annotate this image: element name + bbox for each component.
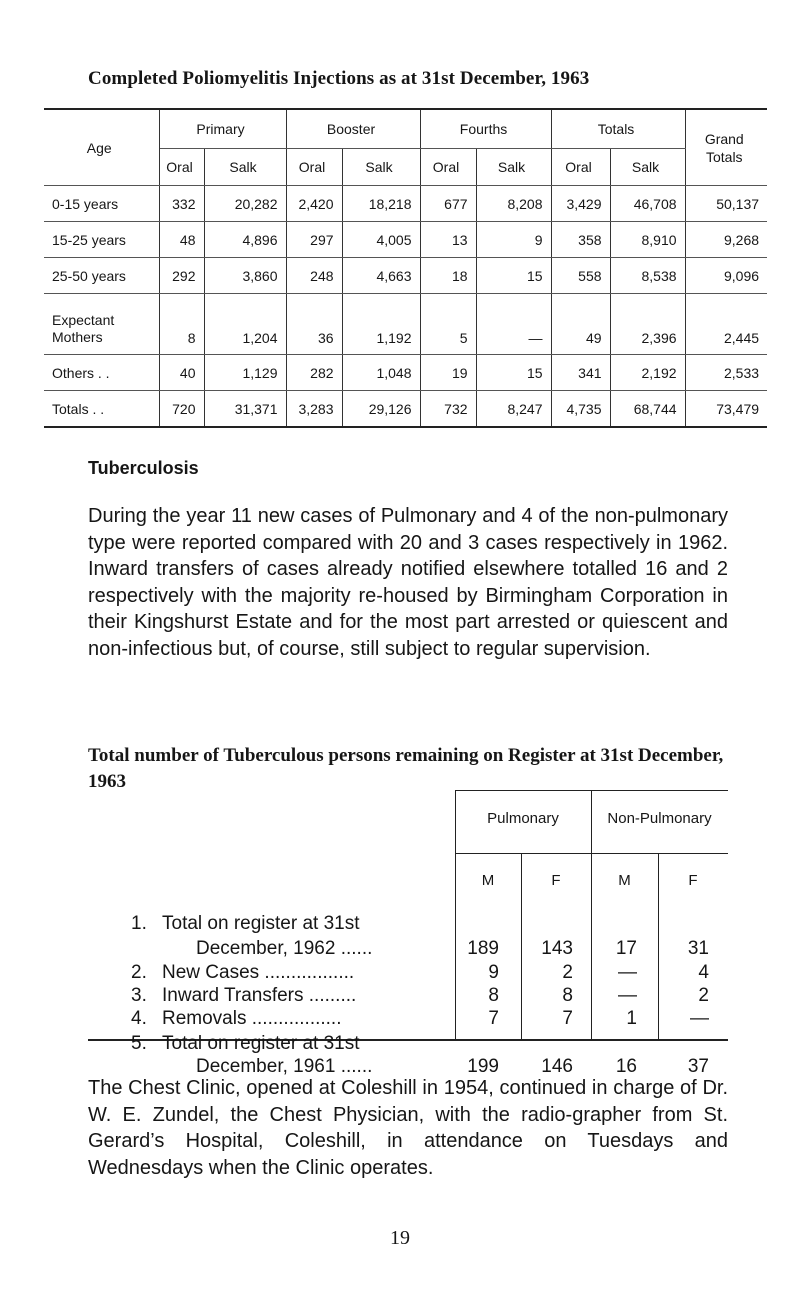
row-number: 2. bbox=[131, 962, 147, 983]
table-cell: 199 bbox=[467, 1056, 499, 1077]
column-divider bbox=[455, 790, 456, 1040]
table-cell: 8 bbox=[159, 294, 204, 355]
subheader-m: M bbox=[481, 872, 495, 889]
table-cell: 4,735 bbox=[551, 391, 610, 428]
row-label: Removals ................. bbox=[162, 1008, 342, 1029]
subheader-m: M bbox=[618, 872, 631, 889]
table-cell: 8 bbox=[562, 985, 573, 1006]
subheader-f: F bbox=[688, 872, 698, 889]
table-row bbox=[44, 294, 767, 355]
table-cell: 143 bbox=[541, 938, 573, 959]
page-number: 19 bbox=[390, 1227, 410, 1249]
row-number: 3. bbox=[131, 985, 147, 1006]
table-cell: 3,429 bbox=[551, 186, 610, 222]
table-cell: 2 bbox=[698, 985, 709, 1006]
row-label: 0-15 years bbox=[44, 186, 159, 222]
table-cell: 1,192 bbox=[342, 294, 420, 355]
table-cell: — bbox=[618, 985, 637, 1006]
table-cell: 13 bbox=[420, 222, 476, 258]
table-cell: — bbox=[690, 1008, 709, 1029]
group-header-booster: Booster bbox=[286, 109, 420, 149]
table-cell: 558 bbox=[551, 258, 610, 294]
table-cell: 15 bbox=[476, 355, 551, 391]
page-title: Completed Poliomyelitis Injections as at 31st December, 1963 bbox=[88, 68, 590, 89]
table-cell: 2,396 bbox=[610, 294, 685, 355]
table-cell: 46,708 bbox=[610, 186, 685, 222]
table-cell: 49 bbox=[551, 294, 610, 355]
table-cell: 16 bbox=[615, 1056, 637, 1077]
row-number: 4. bbox=[131, 1008, 147, 1029]
table-row bbox=[44, 258, 767, 294]
table-cell: 2,533 bbox=[685, 355, 767, 391]
table-cell: 31,371 bbox=[204, 391, 286, 428]
chest-clinic-paragraph: The Chest Clinic, opened at Coleshill in 1954, continued in charge of Dr. W. E. Zundel, the Chest Physician, with the radio-grapher from St. Gerard’s Hospital, Coleshill, in attendance on Tuesdays and Wednesdays when the Clinic operates. bbox=[88, 1077, 728, 1179]
table-cell: 9 bbox=[488, 962, 499, 983]
row-label: Expectant Mothers bbox=[44, 294, 159, 355]
table-cell: 5 bbox=[420, 294, 476, 355]
subheader-salk: Salk bbox=[342, 149, 420, 186]
group-header-totals: Totals bbox=[551, 109, 685, 149]
table-cell: 7 bbox=[562, 1008, 573, 1029]
row-label: New Cases ................. bbox=[162, 962, 355, 983]
subheader-salk: Salk bbox=[204, 149, 286, 186]
subheader-oral: Oral bbox=[420, 149, 476, 186]
table-cell: 15 bbox=[476, 258, 551, 294]
row-label: December, 1962 ...... bbox=[196, 938, 373, 959]
age-header: Age bbox=[44, 109, 159, 186]
group-header-non-pulmonary: Non-Pulmonary bbox=[607, 810, 712, 827]
table-cell: 29,126 bbox=[342, 391, 420, 428]
grand-totals-header: Grand Totals bbox=[685, 109, 767, 186]
table-cell: 332 bbox=[159, 186, 204, 222]
tuberculosis-paragraph: During the year 11 new cases of Pulmonary and 4 of the non-pulmonary type were reported compared with 20 and 3 cases respectively in 1962. Inward transfers of cases already notified elsewhere totalled 16 and 2 respectively with the majority re-housed by Birmingham Corporation in their Kingshurst Estate and for the most part arrested or quiescent and non-infectious but, of course, still subject to regular supervision. bbox=[88, 505, 728, 660]
table-cell: 68,744 bbox=[610, 391, 685, 428]
table-cell: 8,247 bbox=[476, 391, 551, 428]
table-cell: 36 bbox=[286, 294, 342, 355]
subheader-f: F bbox=[551, 872, 561, 889]
table-cell: 18,218 bbox=[342, 186, 420, 222]
table-cell: 1,129 bbox=[204, 355, 286, 391]
subheader-oral: Oral bbox=[551, 149, 610, 186]
table-cell: 358 bbox=[551, 222, 610, 258]
table-cell: 7 bbox=[488, 1008, 499, 1029]
tb-register-table bbox=[88, 790, 728, 1077]
table-row bbox=[44, 391, 767, 428]
table-row bbox=[44, 222, 767, 258]
table-cell: 3,860 bbox=[204, 258, 286, 294]
table-row bbox=[44, 186, 767, 222]
register-table-title: Total number of Tuberculous persons remaining on Register at 31st December, 1963 bbox=[88, 745, 724, 792]
table-cell: 4 bbox=[698, 962, 709, 983]
row-label: Others . . bbox=[44, 355, 159, 391]
table-cell: 9,096 bbox=[685, 258, 767, 294]
row-number: 5. bbox=[131, 1033, 147, 1054]
column-divider bbox=[591, 790, 592, 1040]
table-cell: 9,268 bbox=[685, 222, 767, 258]
subheader-salk: Salk bbox=[610, 149, 685, 186]
table-cell: 48 bbox=[159, 222, 204, 258]
row-label: 25-50 years bbox=[44, 258, 159, 294]
table-cell: 1 bbox=[626, 1008, 637, 1029]
table-cell: 18 bbox=[420, 258, 476, 294]
row-label: December, 1961 ...... bbox=[196, 1056, 373, 1077]
table-cell: 31 bbox=[687, 938, 709, 959]
table-cell: 2 bbox=[562, 962, 573, 983]
group-header-fourths: Fourths bbox=[420, 109, 551, 149]
table-cell: 20,282 bbox=[204, 186, 286, 222]
row-number: 1. bbox=[131, 913, 147, 934]
row-label: Totals . . bbox=[44, 391, 159, 428]
table-cell: 1,204 bbox=[204, 294, 286, 355]
table-cell: 8,538 bbox=[610, 258, 685, 294]
table-cell: 37 bbox=[687, 1056, 709, 1077]
table-cell: 8,910 bbox=[610, 222, 685, 258]
table-cell: 189 bbox=[467, 938, 499, 959]
table-cell: 677 bbox=[420, 186, 476, 222]
row-label: Total on register at 31st bbox=[162, 1033, 360, 1054]
table-cell: 341 bbox=[551, 355, 610, 391]
table-cell: 720 bbox=[159, 391, 204, 428]
table-cell: 8 bbox=[488, 985, 499, 1006]
table-cell: 282 bbox=[286, 355, 342, 391]
table-cell: 3,283 bbox=[286, 391, 342, 428]
polio-injections-table bbox=[44, 108, 767, 428]
table-cell: 40 bbox=[159, 355, 204, 391]
table-cell: 17 bbox=[615, 938, 637, 959]
row-label: Total on register at 31st bbox=[162, 913, 360, 934]
table-cell: 1,048 bbox=[342, 355, 420, 391]
table-cell: 248 bbox=[286, 258, 342, 294]
group-header-pulmonary: Pulmonary bbox=[487, 810, 559, 827]
subheader-oral: Oral bbox=[159, 149, 204, 186]
table-cell: 2,192 bbox=[610, 355, 685, 391]
table-cell: 19 bbox=[420, 355, 476, 391]
table-cell: — bbox=[618, 962, 637, 983]
table-cell: 146 bbox=[541, 1056, 573, 1077]
table-cell: — bbox=[476, 294, 551, 355]
table-cell: 292 bbox=[159, 258, 204, 294]
table-cell: 4,663 bbox=[342, 258, 420, 294]
table-cell: 2,420 bbox=[286, 186, 342, 222]
table-cell: 9 bbox=[476, 222, 551, 258]
table-cell: 297 bbox=[286, 222, 342, 258]
group-header-primary: Primary bbox=[159, 109, 286, 149]
table-cell: 4,896 bbox=[204, 222, 286, 258]
subheader-oral: Oral bbox=[286, 149, 342, 186]
table-cell: 2,445 bbox=[685, 294, 767, 355]
table-cell: 4,005 bbox=[342, 222, 420, 258]
table-cell: 50,137 bbox=[685, 186, 767, 222]
table-cell: 732 bbox=[420, 391, 476, 428]
row-label: 15-25 years bbox=[44, 222, 159, 258]
table-cell: 8,208 bbox=[476, 186, 551, 222]
row-label: Inward Transfers ......... bbox=[162, 985, 357, 1006]
table-row bbox=[44, 355, 767, 391]
tuberculosis-heading: Tuberculosis bbox=[88, 458, 199, 478]
subheader-salk: Salk bbox=[476, 149, 551, 186]
table-cell: 73,479 bbox=[685, 391, 767, 428]
